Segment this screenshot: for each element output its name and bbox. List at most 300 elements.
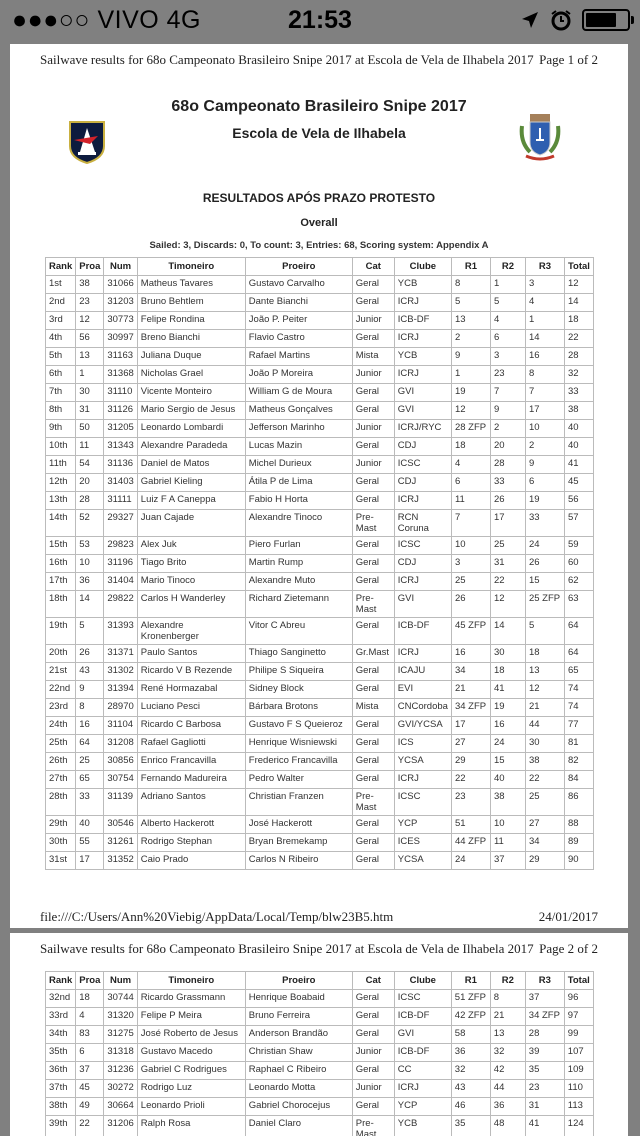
cell-num: 30744 [104, 990, 137, 1008]
cell-timoneiro: Mario Tinoco [137, 573, 245, 591]
cell-rank: 5th [46, 348, 76, 366]
cell-timoneiro: Alex Juk [137, 537, 245, 555]
cell-r2: 38 [490, 789, 525, 816]
table-row [46, 438, 594, 456]
cell-proeiro: Gustavo Carvalho [245, 276, 352, 294]
cell-proeiro: Dante Bianchi [245, 294, 352, 312]
cell-proa: 17 [76, 852, 104, 870]
cell-cat: Mista [352, 699, 394, 717]
cell-cat: Geral [352, 492, 394, 510]
cell-rank: 4th [46, 330, 76, 348]
results-table-page-1 [45, 257, 594, 870]
cell-rank: 9th [46, 420, 76, 438]
cell-cat: Geral [352, 771, 394, 789]
cell-rank: 30th [46, 834, 76, 852]
cell-r1: 9 [451, 348, 490, 366]
cell-timoneiro: Bruno Behtlem [137, 294, 245, 312]
cell-proa: 8 [76, 699, 104, 717]
cell-num: 31352 [104, 852, 137, 870]
cell-clube: GVI [394, 384, 451, 402]
cell-r3: 34 [525, 834, 564, 852]
cell-num: 31196 [104, 555, 137, 573]
cell-num: 31203 [104, 294, 137, 312]
cell-timoneiro: Rodrigo Luz [137, 1080, 245, 1098]
cell-r2: 37 [490, 852, 525, 870]
cell-rank: 2nd [46, 294, 76, 312]
cell-proa: 43 [76, 663, 104, 681]
table-row [46, 1116, 594, 1136]
cell-num: 31066 [104, 276, 137, 294]
cell-num: 31275 [104, 1026, 137, 1044]
cell-rank: 28th [46, 789, 76, 816]
cell-clube: ICSC [394, 456, 451, 474]
cell-clube: ICS [394, 735, 451, 753]
cell-cat: Geral [352, 717, 394, 735]
column-header-num: Num [104, 972, 137, 990]
cell-r2: 33 [490, 474, 525, 492]
cell-total: 32 [564, 366, 593, 384]
cell-timoneiro: José Roberto de Jesus [137, 1026, 245, 1044]
cell-r1: 34 [451, 663, 490, 681]
cell-cat: Geral [352, 573, 394, 591]
cell-proeiro: Átila P de Lima [245, 474, 352, 492]
cell-num: 31111 [104, 492, 137, 510]
cell-cat: Geral [352, 474, 394, 492]
cell-timoneiro: René Hormazabal [137, 681, 245, 699]
table-row [46, 402, 594, 420]
cell-rank: 17th [46, 573, 76, 591]
column-header-proeiro: Proeiro [245, 972, 352, 990]
cell-proeiro: Jefferson Marinho [245, 420, 352, 438]
cell-proa: 50 [76, 420, 104, 438]
cell-r3: 7 [525, 384, 564, 402]
cell-num: 31236 [104, 1062, 137, 1080]
cell-r2: 20 [490, 438, 525, 456]
cell-r3: 14 [525, 330, 564, 348]
cell-cat: Geral [352, 555, 394, 573]
table-row [46, 852, 594, 870]
cell-r3: 29 [525, 852, 564, 870]
cell-proeiro: Thiago Sanginetto [245, 645, 352, 663]
cell-r2: 42 [490, 1062, 525, 1080]
cell-r1: 7 [451, 510, 490, 537]
cell-r1: 16 [451, 645, 490, 663]
cell-timoneiro: Leonardo Lombardi [137, 420, 245, 438]
cell-cat: Geral [352, 537, 394, 555]
cell-total: 77 [564, 717, 593, 735]
cell-num: 31139 [104, 789, 137, 816]
column-header-cat: Cat [352, 258, 394, 276]
cell-r1: 26 [451, 591, 490, 618]
cell-r2: 40 [490, 771, 525, 789]
pdf-page-1[interactable] [10, 44, 628, 928]
cell-r3: 26 [525, 555, 564, 573]
cell-timoneiro: Felipe P Meira [137, 1008, 245, 1026]
column-header-total: Total [564, 972, 593, 990]
cell-clube: ICRJ/RYC [394, 420, 451, 438]
cell-clube: ICSC [394, 789, 451, 816]
cell-proa: 30 [76, 384, 104, 402]
cell-r1: 29 [451, 753, 490, 771]
cell-clube: YCSA [394, 852, 451, 870]
cell-proeiro: Bruno Ferreira [245, 1008, 352, 1026]
cell-timoneiro: Alexandre Kronenberger [137, 618, 245, 645]
cell-num: 29822 [104, 591, 137, 618]
table-row [46, 717, 594, 735]
cell-num: 31393 [104, 618, 137, 645]
cell-cat: Geral [352, 753, 394, 771]
page-header-title: Sailwave results for 68o Campeonato Brasileiro Snipe 2017 at Escola de Vela de Ilhabela 2017 [40, 52, 534, 67]
cell-r1: 45 ZFP [451, 618, 490, 645]
page-number: Page 2 of 2 [539, 941, 598, 956]
cell-proa: 83 [76, 1026, 104, 1044]
cell-proa: 10 [76, 555, 104, 573]
cell-r3: 17 [525, 402, 564, 420]
cell-proeiro: Fabio H Horta [245, 492, 352, 510]
page-footer-date: 24/01/2017 [538, 909, 598, 924]
cell-rank: 6th [46, 366, 76, 384]
cell-cat: Geral [352, 681, 394, 699]
cell-proeiro: Flavio Castro [245, 330, 352, 348]
cell-proeiro: Raphael C Ribeiro [245, 1062, 352, 1080]
cell-proeiro: Alexandre Muto [245, 573, 352, 591]
table-row [46, 312, 594, 330]
cell-r1: 19 [451, 384, 490, 402]
cell-num: 31104 [104, 717, 137, 735]
city-coat-of-arms-icon [518, 112, 562, 164]
cell-timoneiro: Nicholas Grael [137, 366, 245, 384]
cell-rank: 13th [46, 492, 76, 510]
column-header-r3: R3 [525, 972, 564, 990]
cell-cat: Geral [352, 294, 394, 312]
battery-icon [582, 9, 630, 31]
cell-total: 97 [564, 1008, 593, 1026]
cell-r2: 2 [490, 420, 525, 438]
cell-r1: 22 [451, 771, 490, 789]
table-row [46, 1080, 594, 1098]
column-header-clube: Clube [394, 972, 451, 990]
cell-num: 30997 [104, 330, 137, 348]
cell-r3: 10 [525, 420, 564, 438]
table-row [46, 618, 594, 645]
cell-timoneiro: Ralph Rosa [137, 1116, 245, 1136]
table-row [46, 366, 594, 384]
cell-total: 60 [564, 555, 593, 573]
cell-cat: Junior [352, 1080, 394, 1098]
cell-rank: 14th [46, 510, 76, 537]
cell-proa: 28 [76, 492, 104, 510]
cell-r1: 34 ZFP [451, 699, 490, 717]
cell-rank: 3rd [46, 312, 76, 330]
cell-timoneiro: Luciano Pesci [137, 699, 245, 717]
column-header-timoneiro: Timoneiro [137, 258, 245, 276]
cell-proeiro: Christian Franzen [245, 789, 352, 816]
cell-rank: 35th [46, 1044, 76, 1062]
cell-rank: 38th [46, 1098, 76, 1116]
cell-r1: 44 ZFP [451, 834, 490, 852]
cell-timoneiro: Adriano Santos [137, 789, 245, 816]
cell-rank: 10th [46, 438, 76, 456]
cell-proeiro: Richard Zietemann [245, 591, 352, 618]
cell-cat: Geral [352, 438, 394, 456]
cell-clube: YCB [394, 1116, 451, 1136]
cell-r3: 25 [525, 789, 564, 816]
cell-cat: Junior [352, 366, 394, 384]
cell-r1: 27 [451, 735, 490, 753]
cell-cat: Geral [352, 1062, 394, 1080]
cell-total: 84 [564, 771, 593, 789]
cell-num: 30856 [104, 753, 137, 771]
cell-timoneiro: Matheus Tavares [137, 276, 245, 294]
cell-timoneiro: Daniel de Matos [137, 456, 245, 474]
page-header-title: Sailwave results for 68o Campeonato Brasileiro Snipe 2017 at Escola de Vela de Ilhabela 2017 [40, 941, 534, 956]
cell-timoneiro: Juliana Duque [137, 348, 245, 366]
table-row [46, 1098, 594, 1116]
cell-rank: 16th [46, 555, 76, 573]
table-row [46, 420, 594, 438]
cell-r2: 26 [490, 492, 525, 510]
cell-total: 99 [564, 1026, 593, 1044]
cell-timoneiro: Mario Sergio de Jesus [137, 402, 245, 420]
table-header-row [46, 972, 594, 990]
cell-r2: 31 [490, 555, 525, 573]
cell-r3: 16 [525, 348, 564, 366]
cell-timoneiro: Breno Bianchi [137, 330, 245, 348]
cell-rank: 20th [46, 645, 76, 663]
cell-num: 30272 [104, 1080, 137, 1098]
cell-r3: 2 [525, 438, 564, 456]
cell-clube: EVI [394, 681, 451, 699]
venue-title: Escola de Vela de Ilhabela [232, 125, 406, 141]
cell-num: 31343 [104, 438, 137, 456]
cell-proa: 52 [76, 510, 104, 537]
cell-clube: GVI [394, 402, 451, 420]
cell-proa: 11 [76, 438, 104, 456]
pdf-page-2[interactable] [10, 933, 628, 1136]
cell-total: 38 [564, 402, 593, 420]
cell-rank: 23rd [46, 699, 76, 717]
results-heading: RESULTADOS APÓS PRAZO PROTESTO [202, 191, 436, 205]
cell-proa: 56 [76, 330, 104, 348]
cell-rank: 27th [46, 771, 76, 789]
table-row [46, 834, 594, 852]
cell-proeiro: Leonardo Motta [245, 1080, 352, 1098]
cell-r2: 25 [490, 537, 525, 555]
cell-r1: 8 [451, 276, 490, 294]
cell-total: 96 [564, 990, 593, 1008]
column-header-r2: R2 [490, 972, 525, 990]
cell-total: 40 [564, 438, 593, 456]
cell-proeiro: Henrique Wisniewski [245, 735, 352, 753]
cell-proeiro: Martin Rump [245, 555, 352, 573]
cell-timoneiro: Ricardo V B Rezende [137, 663, 245, 681]
cell-proeiro: João P. Peiter [245, 312, 352, 330]
cell-total: 22 [564, 330, 593, 348]
table-row [46, 276, 594, 294]
cell-clube: YCP [394, 816, 451, 834]
cell-clube: GVI [394, 1026, 451, 1044]
cell-total: 109 [564, 1062, 593, 1080]
cell-proeiro: Matheus Gonçalves [245, 402, 352, 420]
cell-proeiro: Henrique Boabaid [245, 990, 352, 1008]
cell-timoneiro: Carlos H Wanderley [137, 591, 245, 618]
cell-num: 31368 [104, 366, 137, 384]
cell-clube: ICRJ [394, 771, 451, 789]
cell-clube: GVI/YCSA [394, 717, 451, 735]
cell-num: 29823 [104, 537, 137, 555]
cell-num: 31302 [104, 663, 137, 681]
cell-r3: 13 [525, 663, 564, 681]
cell-r2: 19 [490, 699, 525, 717]
cell-clube: ICRJ [394, 330, 451, 348]
cell-r3: 27 [525, 816, 564, 834]
table-row [46, 492, 594, 510]
cell-r1: 11 [451, 492, 490, 510]
cell-proa: 65 [76, 771, 104, 789]
cell-proa: 20 [76, 474, 104, 492]
cell-cat: Pre-Mast [352, 789, 394, 816]
cell-proeiro: Alexandre Tinoco [245, 510, 352, 537]
cell-proeiro: Vitor C Abreu [245, 618, 352, 645]
cell-proa: 64 [76, 735, 104, 753]
cell-r2: 9 [490, 402, 525, 420]
cell-num: 31163 [104, 348, 137, 366]
cell-rank: 31st [46, 852, 76, 870]
cell-timoneiro: Tiago Brito [137, 555, 245, 573]
cell-cat: Geral [352, 834, 394, 852]
table-row [46, 645, 594, 663]
cell-proeiro: Christian Shaw [245, 1044, 352, 1062]
cell-timoneiro: Ricardo Grassmann [137, 990, 245, 1008]
cell-cat: Junior [352, 456, 394, 474]
cell-r2: 5 [490, 294, 525, 312]
cell-proeiro: José Hackerott [245, 816, 352, 834]
cell-r3: 38 [525, 753, 564, 771]
table-row [46, 330, 594, 348]
cell-r3: 19 [525, 492, 564, 510]
table-row [46, 348, 594, 366]
cell-rank: 24th [46, 717, 76, 735]
cell-proa: 55 [76, 834, 104, 852]
cell-rank: 39th [46, 1116, 76, 1136]
table-row [46, 384, 594, 402]
cell-proeiro: William G de Moura [245, 384, 352, 402]
cell-timoneiro: Enrico Francavilla [137, 753, 245, 771]
cell-r3: 22 [525, 771, 564, 789]
cell-r2: 23 [490, 366, 525, 384]
cell-r1: 58 [451, 1026, 490, 1044]
table-row [46, 1044, 594, 1062]
cell-cat: Geral [352, 990, 394, 1008]
cell-total: 88 [564, 816, 593, 834]
cell-r3: 8 [525, 366, 564, 384]
cell-rank: 12th [46, 474, 76, 492]
table-row [46, 990, 594, 1008]
table-header-row [46, 258, 594, 276]
cell-num: 31206 [104, 1116, 137, 1136]
cell-cat: Mista [352, 348, 394, 366]
cell-r1: 51 ZFP [451, 990, 490, 1008]
column-header-total: Total [564, 258, 593, 276]
cell-proa: 36 [76, 573, 104, 591]
cell-rank: 18th [46, 591, 76, 618]
cell-clube: ICRJ [394, 366, 451, 384]
cell-r3: 24 [525, 537, 564, 555]
cell-r2: 15 [490, 753, 525, 771]
table-row [46, 1008, 594, 1026]
cell-timoneiro: Ricardo C Barbosa [137, 717, 245, 735]
cell-r3: 25 ZFP [525, 591, 564, 618]
cell-r1: 25 [451, 573, 490, 591]
page-number: Page 1 of 2 [539, 52, 598, 67]
cell-r3: 33 [525, 510, 564, 537]
table-row [46, 789, 594, 816]
cell-cat: Pre-Mast [352, 510, 394, 537]
cell-r2: 8 [490, 990, 525, 1008]
cell-proeiro: Bárbara Brotons [245, 699, 352, 717]
column-header-r1: R1 [451, 972, 490, 990]
cell-clube: ICSC [394, 537, 451, 555]
cell-cat: Geral [352, 1008, 394, 1026]
cell-rank: 22nd [46, 681, 76, 699]
cell-r2: 18 [490, 663, 525, 681]
column-header-rank: Rank [46, 258, 76, 276]
table-row [46, 735, 594, 753]
cell-proa: 18 [76, 990, 104, 1008]
cell-total: 28 [564, 348, 593, 366]
cell-cat: Geral [352, 663, 394, 681]
column-header-proa: Proa [76, 258, 104, 276]
cell-num: 31371 [104, 645, 137, 663]
carrier-signal: ●●●○○ VIVO 4G [12, 6, 201, 34]
cell-r2: 3 [490, 348, 525, 366]
cell-rank: 32nd [46, 990, 76, 1008]
cell-total: 89 [564, 834, 593, 852]
cell-r3: 5 [525, 618, 564, 645]
cell-total: 86 [564, 789, 593, 816]
cell-rank: 29th [46, 816, 76, 834]
cell-timoneiro: Alexandre Paradeda [137, 438, 245, 456]
cell-timoneiro: Gustavo Macedo [137, 1044, 245, 1062]
column-header-r1: R1 [451, 258, 490, 276]
cell-proa: 26 [76, 645, 104, 663]
column-header-num: Num [104, 258, 137, 276]
cell-cat: Geral [352, 384, 394, 402]
table-row [46, 663, 594, 681]
cell-proa: 1 [76, 366, 104, 384]
cell-r2: 17 [490, 510, 525, 537]
cell-proeiro: Gabriel Chorocejus [245, 1098, 352, 1116]
table-row [46, 699, 594, 717]
cell-proeiro: Carlos N Ribeiro [245, 852, 352, 870]
cell-r1: 1 [451, 366, 490, 384]
cell-clube: ICRJ [394, 1080, 451, 1098]
cell-rank: 19th [46, 618, 76, 645]
cell-clube: CDJ [394, 474, 451, 492]
cell-timoneiro: Luiz F A Caneppa [137, 492, 245, 510]
cell-total: 64 [564, 645, 593, 663]
cell-r2: 21 [490, 1008, 525, 1026]
table-row [46, 1026, 594, 1044]
cell-total: 14 [564, 294, 593, 312]
cell-proa: 22 [76, 1116, 104, 1136]
cell-clube: YCB [394, 276, 451, 294]
cell-proeiro: Rafael Martins [245, 348, 352, 366]
cell-total: 64 [564, 618, 593, 645]
cell-r1: 12 [451, 402, 490, 420]
cell-total: 56 [564, 492, 593, 510]
cell-proeiro: Daniel Claro [245, 1116, 352, 1136]
